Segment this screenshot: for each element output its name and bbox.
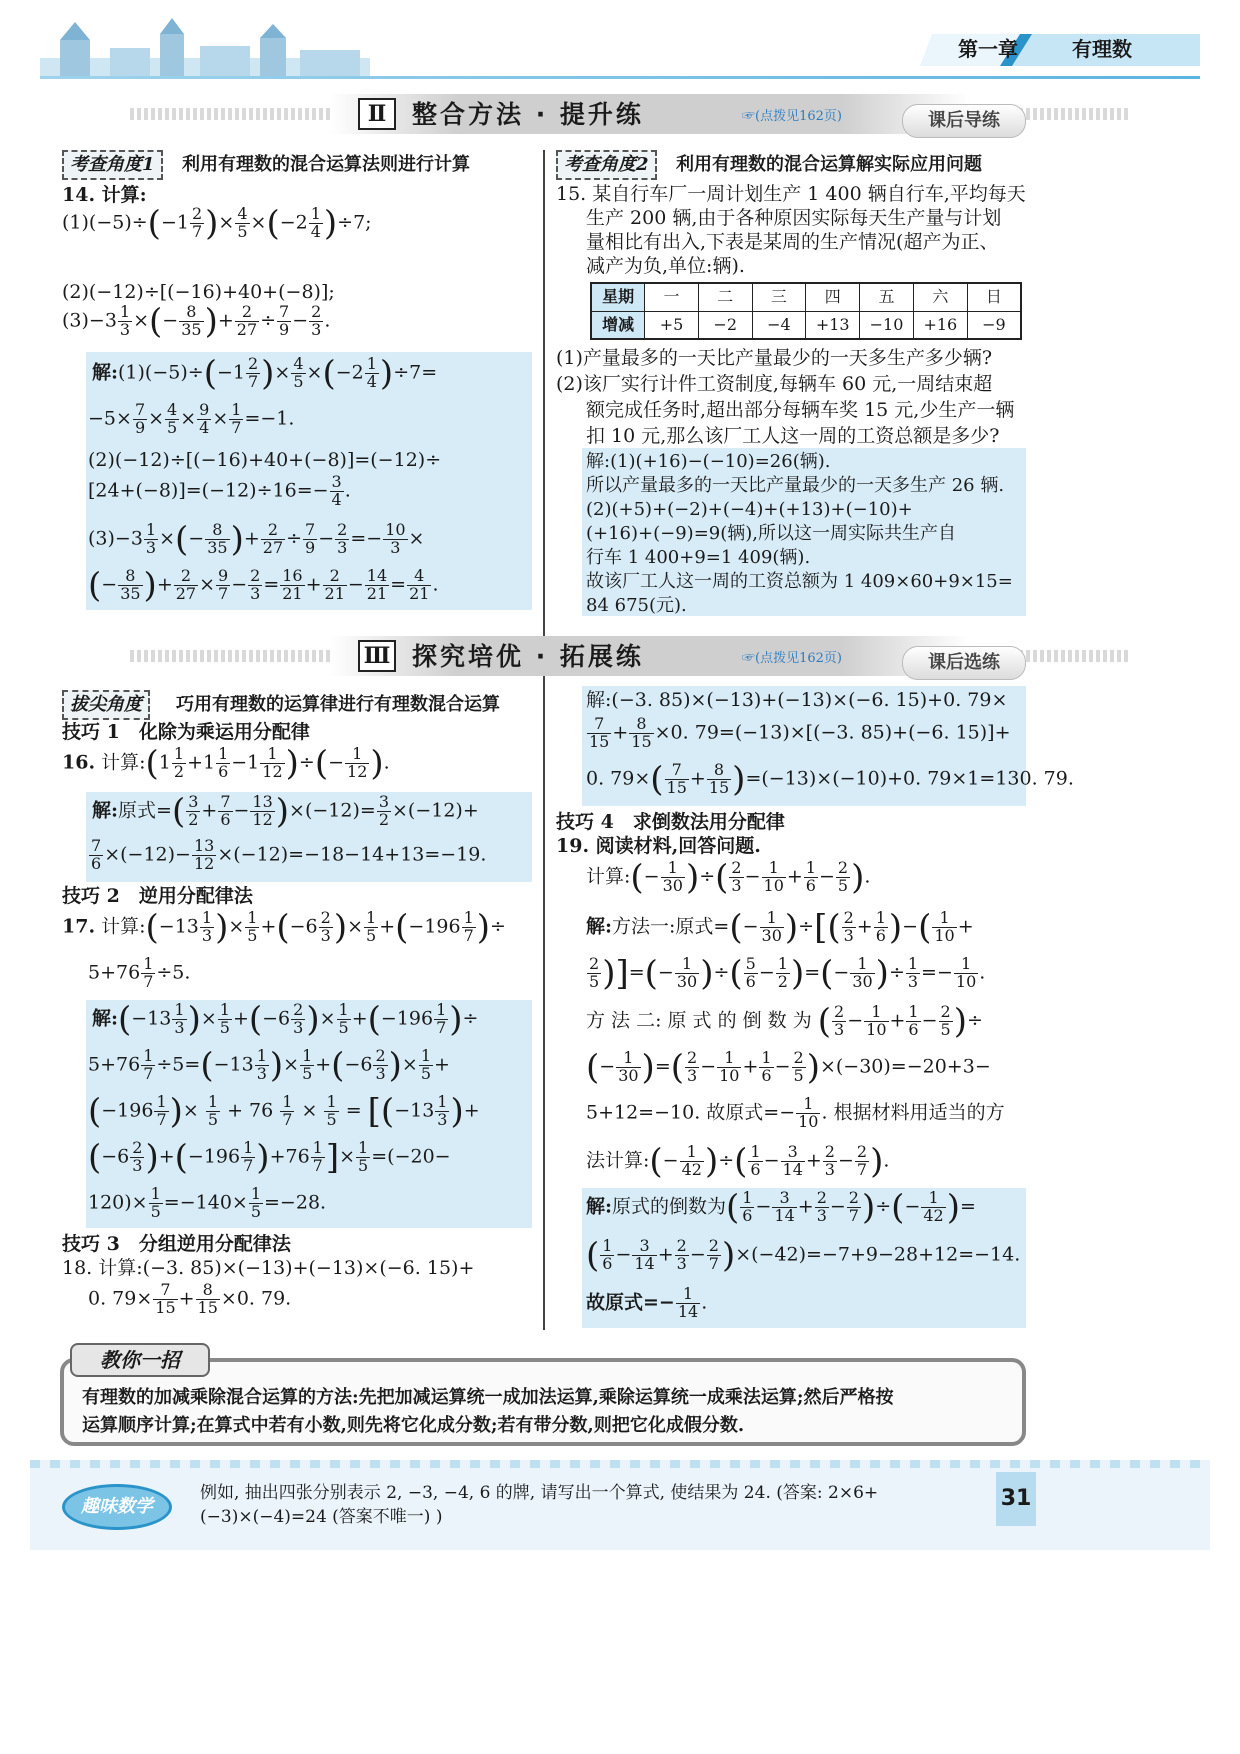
answer-15-line7: 84 675(元). [586, 595, 687, 616]
angle-label: 考查角度2 [556, 150, 657, 180]
question-15-line2: 生产 200 辆,由于各种原因实际每天生产量与计划 [586, 207, 1002, 229]
skill-3: 技巧 3 分组逆用分配律法 [62, 1233, 291, 1255]
question-15-line1: 15. 某自行车厂一周计划生产 1 400 辆自行车,平均每天 [556, 183, 1026, 205]
method-2-line1: 方 法 二: 原 式 的 倒 数 为 ( $\frac{2}{3}$ − $\frac{1}{10}$ + $\frac{1}{6}$ − $\frac{2}{5}$ )÷ [586, 1001, 983, 1042]
question-14-part2: (2)(−12)÷[(−16)+40+(−8)]; [62, 281, 335, 303]
question-15-line3: 量相比有出入,下表是某周的生产情况(超产为正、 [586, 231, 999, 253]
answer-17-line5: 120)× $\frac{1}{5}$ =−140× $\frac{1}{5}$ =−28. [88, 1184, 327, 1221]
answer-18-line1: 解:(−3. 85)×(−13)+(−13)×(−6. 15)+0. 79× [586, 689, 1008, 711]
question-16: 16. 计算:(1 $\frac{1}{2}$ +1 $\frac{1}{6}$ −1 $\frac{1}{12}$ )÷(− $\frac{1}{12}$ ). [62, 743, 390, 784]
answer-19-line3: 故原式=− $\frac{1}{14}$ . [586, 1284, 708, 1321]
answer-14-line3: (2)(−12)÷[(−16)+40+(−8)]=(−12)÷ [88, 449, 442, 471]
page-number: 31 [996, 1472, 1036, 1526]
footer-line2: (−3)×(−4)=24 (答案不唯一) ) [200, 1507, 443, 1527]
question-14-lead: 14. 计算: [62, 184, 147, 206]
angle-text: 利用有理数的混合运算法则进行计算 [182, 154, 470, 175]
answer-18-line2: $\frac{7}{15}$ + $\frac{8}{15}$ ×0. 79=(−13)×[(−3. 85)+(−6. 15)]+ [589, 714, 1011, 751]
tip-line1: 有理数的加减乘除混合运算的方法:先把加减运算统一成加法运算,乘除运算统一成乘法运算;然后严格按 [82, 1387, 894, 1408]
question-17-line1: 17. 计算:(−13 $\frac{1}{3}$ )× $\frac{1}{5}$ +(−6 $\frac{2}{3}$ )× $\frac{1}{5}$ +(−196 $\frac{1}{7}$ )÷ [62, 907, 506, 948]
table-cell: 四 [806, 283, 860, 311]
answer-17-line2: 5+76 $\frac{1}{7}$ ÷5=(−13 $\frac{1}{3}$ )× $\frac{1}{5}$ +(−6 $\frac{2}{3}$ )× $\frac{1}{5}$ + [88, 1045, 450, 1086]
column-divider [543, 150, 545, 1330]
answer-14-line5: (3)−3 $\frac{1}{3}$ ×(− $\frac{8}{35}$ )+ $\frac{2}{27}$ ÷ $\frac{7}{9}$ − $\frac{2}{3}$ =− $\frac{10}{3}$ × [88, 519, 425, 560]
question-19-task: 法计算:(− $\frac{1}{42}$ )÷( $\frac{1}{6}$ − $\frac{3}{14}$ + $\frac{2}{3}$ − $\frac{2}{7}$ ). [586, 1141, 890, 1182]
skill-1: 技巧 1 化除为乘运用分配律 [62, 721, 310, 743]
question-15-sub2b: 额完成任务时,超出部分每辆车奖 15 元,少生产一辆 [586, 399, 1015, 421]
question-15-line4: 减产为负,单位:辆). [586, 255, 745, 277]
method-1-line1: 解:方法一:原式=(− $\frac{1}{30}$ )÷[( $\frac{2}{3}$ + $\frac{1}{6}$ )−( $\frac{1}{10}$ + [586, 907, 974, 948]
question-14-part1: (1)(−5)÷(−1 $\frac{2}{7}$ )× $\frac{4}{5}$ ×(−2 $\frac{1}{4}$ )÷7; [62, 203, 372, 244]
hint-note: ☞(点拨见162页) [742, 651, 842, 666]
answer-16-line2: $\frac{7}{6}$ ×(−12)− $\frac{13}{12}$ ×(−12)=−18−14+13=−19. [91, 836, 487, 873]
header-rule [40, 76, 1200, 79]
answer-15-line1: 解:(1)(+16)−(−10)=26(辆). [586, 451, 831, 472]
method-2-line3: 5+12=−10. 故原式=− $\frac{1}{10}$ . 根据材料用适当的方 [586, 1094, 1005, 1131]
answer-19-line2: ( $\frac{1}{6}$ − $\frac{3}{14}$ + $\frac{2}{3}$ − $\frac{2}{7}$ )×(−42)=−7+9−28+12=−14. [586, 1235, 1021, 1276]
section-roman: Ⅱ [358, 98, 396, 130]
question-15-sub2c: 扣 10 元,那么该厂工人这一周的工资总额是多少? [586, 425, 1000, 447]
table-cell: +5 [645, 311, 699, 339]
page-header [0, 0, 1240, 80]
table-cell: −9 [967, 311, 1021, 339]
table-cell: −10 [860, 311, 914, 339]
question-15-sub2a: (2)该厂实行计件工资制度,每辆车 60 元,一周结束超 [556, 373, 993, 395]
table-row [591, 311, 1021, 339]
section-title: 整合方法 · 提升练 [412, 100, 644, 129]
answer-18-line3: 0. 79×( $\frac{7}{15}$ + $\frac{8}{15}$ )=(−13)×(−10)+0. 79×1=130. 79. [586, 759, 1074, 800]
question-18-line2: 0. 79× $\frac{7}{15}$ + $\frac{8}{15}$ ×0. 79. [88, 1280, 292, 1317]
angle-text: 利用有理数的混合运算解实际应用问题 [676, 154, 982, 175]
answer-17-line3: (−196 $\frac{1}{7}$ )× $\frac{1}{5}$ + 76 $\frac{1}{7}$ × $\frac{1}{5}$ = [(−13 $\frac{1}{3}$ )+ [88, 1091, 480, 1132]
answer-14-line6: (− $\frac{8}{35}$ )+ $\frac{2}{27}$ × $\frac{9}{7}$ − $\frac{2}{3}$ = $\frac{16}{21}$ + $\frac{2}{21}$ − $\frac{14}{21}$ = $\frac{4}{21}$ . [88, 565, 439, 606]
answer-19-line1: 解:原式的倒数为( $\frac{1}{6}$ − $\frac{3}{14}$ + $\frac{2}{3}$ − $\frac{2}{7}$ )÷(− $\frac{1}{42}$ )= [586, 1187, 976, 1228]
table-cell: +13 [806, 311, 860, 339]
production-table [590, 282, 1022, 340]
chapter-title: 有理数 [1072, 37, 1132, 61]
skill-4: 技巧 4 求倒数法用分配律 [556, 811, 785, 833]
answer-15-line5: 行车 1 400+9=1 409(辆). [586, 547, 811, 568]
table-row [591, 283, 1021, 311]
answer-14-line2: −5× $\frac{7}{9}$ × $\frac{4}{5}$ × $\frac{9}{4}$ × $\frac{1}{7}$ =−1. [88, 400, 295, 437]
method-2-line2: (− $\frac{1}{30}$ )=( $\frac{2}{3}$ − $\frac{1}{10}$ + $\frac{1}{6}$ − $\frac{2}{5}$ )×(−30)=−20+3− [586, 1047, 991, 1088]
answer-14-line4: [24+(−8)]=(−12)÷16=− $\frac{3}{4}$ . [88, 472, 351, 509]
section-title: 探究培优 · 拓展练 [412, 642, 644, 671]
chapter-label: 第一章 [958, 37, 1018, 61]
answer-15-line2: 所以产量最多的一天比产量最少的一天多生产 26 辆. [586, 475, 1005, 496]
section-tag: 课后选练 [902, 646, 1026, 680]
section-roman: Ⅲ [358, 640, 396, 672]
answer-14-line1: 解:(1)(−5)÷(−1 $\frac{2}{7}$ )× $\frac{4}{5}$ ×(−2 $\frac{1}{4}$ )÷7= [92, 353, 438, 394]
answer-16-line1: 解:原式=( $\frac{3}{2}$ + $\frac{7}{6}$ − $\frac{13}{12}$ )×(−12)= $\frac{3}{2}$ ×(−12)+ [92, 791, 479, 832]
answer-17-line4: (−6 $\frac{2}{3}$ )+(−196 $\frac{1}{7}$ )+76 $\frac{1}{7}$ ]× $\frac{1}{5}$ =(−20− [88, 1137, 451, 1178]
tip-badge: 教你一招 [70, 1343, 210, 1377]
angle-label: 拔尖角度 [62, 690, 150, 720]
section-tag: 课后导练 [902, 104, 1026, 138]
footer-line1: 例如, 抽出四张分别表示 2, −3, −4, 6 的牌, 请写出一个算式, 使结果为 24. (答案: 2×6+ [200, 1483, 879, 1503]
question-14-part3: (3)−3 $\frac{1}{3}$ ×(− $\frac{8}{35}$ )+ $\frac{2}{27}$ ÷ $\frac{7}{9}$ − $\frac{2}{3}$ . [62, 301, 331, 342]
table-cell: 星期 [591, 283, 645, 311]
question-17-line2: 5+76 $\frac{1}{7}$ ÷5. [88, 954, 191, 991]
angle-label: 考查角度1 [62, 150, 163, 180]
question-19-expr: 计算:(− $\frac{1}{30}$ )÷( $\frac{2}{3}$ − $\frac{1}{10}$ + $\frac{1}{6}$ − $\frac{2}{5}$ ). [586, 857, 871, 898]
angle-text: 巧用有理数的运算律进行有理数混合运算 [176, 694, 500, 715]
table-cell: −4 [752, 311, 806, 339]
table-cell: 三 [752, 283, 806, 311]
question-15-sub1: (1)产量最多的一天比产量最少的一天多生产多少辆? [556, 347, 993, 369]
answer-15-line3: (2)(+5)+(−2)+(−4)+(+13)+(−10)+ [586, 499, 913, 520]
castle-skyline-icon [40, 18, 370, 78]
method-1-line2: $\frac{2}{5}$ )]=(− $\frac{1}{30}$ )÷( $\frac{5}{6}$ − $\frac{1}{2}$ )=(− $\frac{1}{30}$ )÷ $\frac{1}{3}$ =− $\frac{1}{10}$ . [589, 953, 986, 994]
answer-15-line4: (+16)+(−9)=9(辆),所以这一周实际共生产自 [586, 523, 956, 544]
skill-2: 技巧 2 逆用分配律法 [62, 885, 253, 907]
question-18-line1: 18. 计算:(−3. 85)×(−13)+(−13)×(−6. 15)+ [62, 1257, 475, 1279]
table-cell: 一 [645, 283, 699, 311]
tip-line2: 运算顺序计算;在算式中若有小数,则先将它化成分数;若有带分数,则把它化成假分数. [82, 1415, 745, 1436]
table-cell: 二 [698, 283, 752, 311]
table-cell: 日 [967, 283, 1021, 311]
table-cell: 增减 [591, 311, 645, 339]
table-cell: 五 [860, 283, 914, 311]
answer-14-line4-text: [24+(−8)]=(−12)÷16=− [88, 479, 329, 502]
question-19-lead: 19. 阅读材料,回答问题. [556, 835, 761, 857]
fun-math-badge: 趣味数学 [62, 1484, 172, 1530]
table-cell: 六 [913, 283, 967, 311]
answer-15-line6: 故该厂工人这一周的工资总额为 1 409×60+9×15= [586, 571, 1013, 592]
answer-17-line1: 解:(−13 $\frac{1}{3}$ )× $\frac{1}{5}$ +(−6 $\frac{2}{3}$ )× $\frac{1}{5}$ +(−196 $\frac{1}{7}$ )÷ [92, 999, 479, 1040]
table-cell: +16 [913, 311, 967, 339]
hint-note: ☞(点拨见162页) [742, 109, 842, 124]
table-cell: −2 [698, 311, 752, 339]
footer-wave [30, 1460, 1210, 1468]
